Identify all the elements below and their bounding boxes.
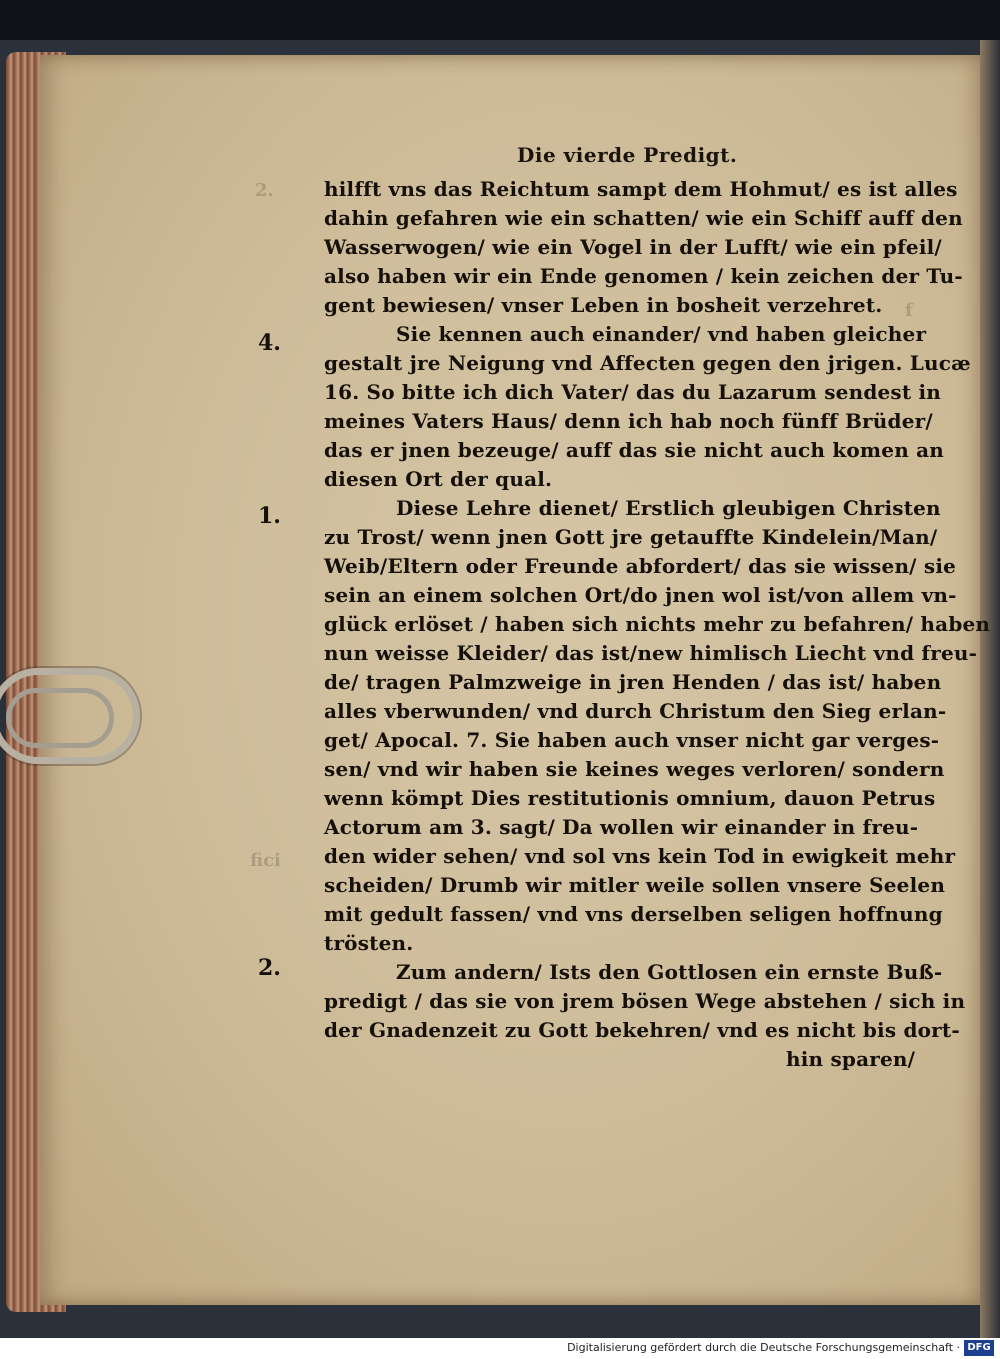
show-through: 2. [255,180,274,201]
text-line: trösten. [324,931,414,955]
text-line: scheiden/ Drumb wir mitler weile sollen vnsere Seelen [324,873,946,897]
text-line: zu Trost/ wenn jnen Gott jre getauffte Kindelein/Man/ [324,525,938,549]
text-line: der Gnadenzeit zu Gott bekehren/ vnd es nicht bis dort- [324,1018,960,1042]
text-line: sen/ vnd wir haben sie keines weges verloren/ sondern [324,757,945,781]
text-line: gestalt jre Neigung vnd Affecten gegen den jrigen. Lucæ [324,351,971,375]
text-line: dahin gefahren wie ein schatten/ wie ein Schiff auff den [324,206,963,230]
text-line: Actorum am 3. sagt/ Da wollen wir einander in freu- [324,815,919,839]
text-line: nun weisse Kleider/ das ist/new himlisch Liecht vnd freu- [324,641,978,665]
text-line: hilfft vns das Reichtum sampt dem Hohmut/ es ist alles [324,177,958,201]
dfg-logo-icon: DFG [964,1340,994,1356]
text-line: Sie kennen auch einander/ vnd haben gleicher [396,322,927,346]
running-head: Die vierde Predigt. [517,143,738,167]
marginal-number: 1. [258,503,281,529]
text-line: hin sparen/ [786,1047,916,1071]
text-line: meines Vaters Haus/ denn ich hab noch fünff Brüder/ [324,409,933,433]
text-line: 16. So bitte ich dich Vater/ das du Lazarum sendest in [324,380,942,404]
text-line: also haben wir ein Ende genomen / kein zeichen der Tu- [324,264,963,288]
text-line: predigt / das sie von jrem bösen Wege abstehen / sich in [324,989,966,1013]
show-through: f [905,300,913,321]
funding-credit: Digitalisierung gefördert durch die Deutsche Forschungsgemeinschaft · [567,1341,960,1354]
show-through: fici [250,850,281,871]
paper-clip-inner [6,688,114,748]
text-line: glück erlöset / haben sich nichts mehr zu befahren/ haben [324,612,991,636]
text-line: sein an einem solchen Ort/do jnen wol ist/von allem vn- [324,583,957,607]
marginal-number: 2. [258,955,281,981]
marginal-number: 4. [258,330,281,356]
text-line: get/ Apocal. 7. Sie haben auch vnser nicht gar verges- [324,728,940,752]
text-line: diesen Ort der qual. [324,467,553,491]
text-line: wenn kömpt Dies restitutionis omnium, dauon Petrus [324,786,936,810]
text-line: den wider sehen/ vnd sol vns kein Tod in ewigkeit mehr [324,844,956,868]
text-line: alles vberwunden/ vnd durch Christum den Sieg erlan- [324,699,947,723]
text-line: Wasserwogen/ wie ein Vogel in der Lufft/ wie ein pfeil/ [324,235,942,259]
text-line: Zum andern/ Ists den Gottlosen ein ernste Buß- [396,960,943,984]
text-line: das er jnen bezeuge/ auff das sie nicht auch komen an [324,438,945,462]
footer-bar [0,1338,1000,1359]
text-line: mit gedult fassen/ vnd vns derselben seligen hoffnung [324,902,943,926]
text-line: de/ tragen Palmzweige in jren Henden / das ist/ haben [324,670,942,694]
text-line: Weib/Eltern oder Freunde abfordert/ das sie wissen/ sie [324,554,957,578]
text-line: Diese Lehre dienet/ Erstlich gleubigen Christen [396,496,941,520]
cover-right-edge [980,40,1000,1340]
text-line: gent bewiesen/ vnser Leben in bosheit verzehret. [324,293,883,317]
